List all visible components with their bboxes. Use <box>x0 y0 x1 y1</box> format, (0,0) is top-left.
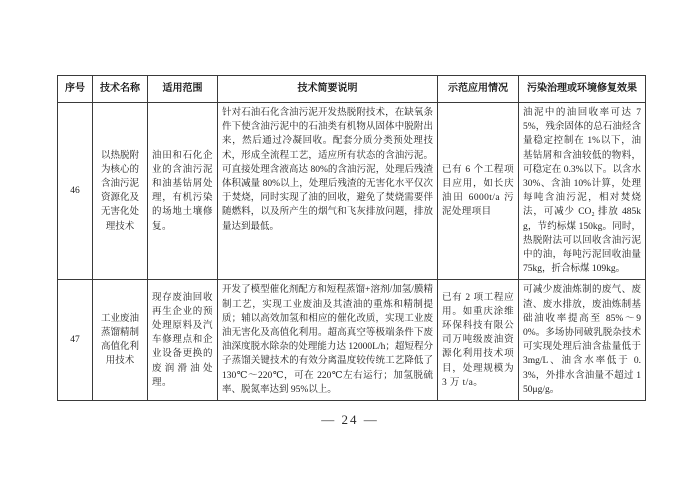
cell-scope: 油田和石化企业的含油污泥和油基钻屑处理，有机污染的场地土壤修复。 <box>148 103 218 280</box>
cell-description: 针对石油石化含油污泥开发热脱附技术，在缺氧条件下使含油污泥中的石油类有机物从固体中脱附出来，然后通过冷凝回收。配套分质分类预处理技术，形成全流程工艺，适应所有状态的含油污泥。可直接处理含液高达 80%的含油污泥，处理后残渣体积减量 80%以上，处理后残渣的无害化水平仅次于焚烧，同时实现了油的回收，避免了焚烧需要伴随燃料，以及所产生的烟气和飞灰排放问题，排放量达到最低。 <box>218 103 438 280</box>
header-application: 示范应用情况 <box>438 76 519 103</box>
cell-tech-name: 以热脱附为核心的含油污泥资源化及无害化处理技术 <box>93 103 148 280</box>
cell-serial-number: 46 <box>58 103 93 280</box>
header-tech-name: 技术名称 <box>93 76 148 103</box>
cell-effect: 油泥中的油回收率可达 75%，残余固体的总石油烃含量稳定控制在 1%以下，油基钻屑和含油较低的物料，可稳定在 0.3%以下。以含水 30%、含油 10%计算，处理每吨含油污泥，相对焚烧法，可减少 CO₂ 排放 485kg，节约标煤 150kg。同时，热脱附法可以回收含油污泥中的油，每吨污泥回收油量 75kg，折合标煤 109kg。 <box>519 103 646 280</box>
header-scope: 适用范围 <box>148 76 218 103</box>
technology-table <box>57 75 646 401</box>
header-serial-number: 序号 <box>58 76 93 103</box>
page-number: — 24 — <box>321 412 379 427</box>
cell-tech-name: 工业废油蒸馏精制高值化利用技术 <box>93 280 148 401</box>
cell-description: 开发了模型催化剂配方和短程蒸馏+溶剂/加氢/膜精制工艺，实现工业废油及其渣油的重炼和精制提质；辅以高效加氢和相应的催化改质，实现工业废油无害化及高值化利用。超高真空等极端条件下废油深度脱水除杂的处理能力达 12000L/h；超短程分子蒸馏关键技术的有效分离温度较传统工艺降低了 130℃～220℃，可在 220℃左右运行；加氢脱硫率、脱氮率达到 95%以上。 <box>218 280 438 401</box>
table-row-46 <box>58 103 646 280</box>
cell-serial-number: 47 <box>58 280 93 401</box>
cell-application: 已有 6 个工程项目应用，如长庆油田 6000t/a 污泥处理项目 <box>438 103 519 280</box>
cell-scope: 现存废油回收再生企业的预处理原料及汽车修理点和企业设备更换的废润滑油处理。 <box>148 280 218 401</box>
header-description: 技术简要说明 <box>218 76 438 103</box>
cell-effect: 可减少废油炼制的废气、废渣、废水排放，废油炼制基础油收率提高至 85%～90%。多场协同破乳脱杂技术可实现处理后油含盐量低于 3mg/L、油含水率低于 0.3%，外排水含油量不超过 150μg/g。 <box>519 280 646 401</box>
table-row-47 <box>58 280 646 401</box>
cell-application: 已有 2 项工程应用。如重庆涂维环保科技有限公司万吨级废油资源化利用技术项目，处理规模为 3 万 t/a。 <box>438 280 519 401</box>
header-effect: 污染治理或环境修复效果 <box>519 76 646 103</box>
header-row <box>58 76 646 103</box>
